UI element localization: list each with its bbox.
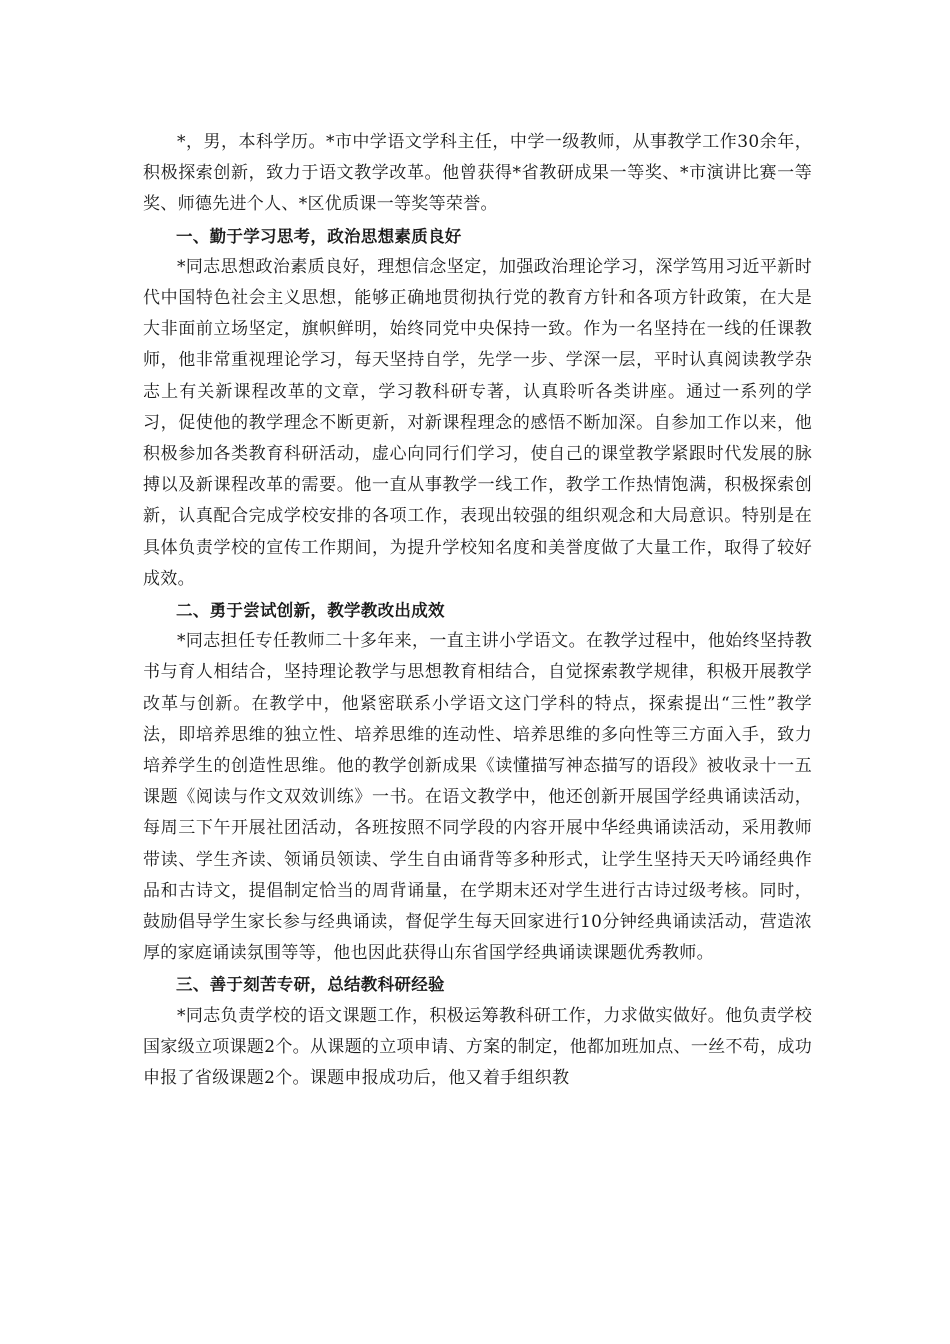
section-2-paragraph: *同志担任专任教师二十多年来，一直主讲小学语文。在教学过程中，他始终坚持教书与育人相结合，坚持理论教学与思想教育相结合，自觉探索教学规律，积极开展教学改革与创新。在教学中，他紧密联系小学语文这门学科的特点，探索提出“三性”教学法，即培养思维的独立性、培养思维的连动性、培养思维的多向性等三方面入手，致力培养学生的创造性思维。他的教学创新成果《读懂描写神态描写的语段》被收录十一五课题《阅读与作文双效训练》一书。在语文教学中，他还创新开展国学经典诵读活动，每周三下午开展社团活动，各班按照不同学段的内容开展中华经典诵读活动，采用教师带读、学生齐读、领诵员领读、学生自由诵背等多种形式，让学生坚持天天吟诵经典作品和古诗文，提倡制定恰当的周背诵量，在学期末还对学生进行古诗过级考核。同时，鼓励倡导学生家长参与经典诵读，督促学生每天回家进行10分钟经典诵读活动，营造浓厚的家庭诵读氛围等等，他也因此获得山东省国学经典诵读课题优秀教师。 [143,631,812,964]
section-3-heading: 三、善于刻苦专研，总结教科研经验 [176,975,445,995]
section-2-heading: 二、勇于尝试创新，教学教改出成效 [176,601,445,621]
document-body [143,127,812,1094]
section-1-heading: 一、勤于学习思考，政治思想素质良好 [176,226,462,246]
section-3-paragraph: *同志负责学校的语文课题工作，积极运筹教科研工作，力求做实做好。他负责学校国家级立项课题2个。从课题的立项申请、方案的制定，他都加班加点、一丝不苟，成功申报了省级课题2个。课题申报成功后，他又着手组织教 [143,1005,812,1089]
intro-paragraph: *，男，本科学历。*市中学语文学科主任，中学一级教师，从事教学工作30余年，积极探索创新，致力于语文教学改革。他曾获得*省教研成果一等奖、*市演讲比赛一等奖、师德先进个人、*区优质课一等奖等荣誉。 [143,132,812,215]
section-1-paragraph: *同志思想政治素质良好，理想信念坚定，加强政治理论学习，深学笃用习近平新时代中国特色社会主义思想，能够正确地贯彻执行党的教育方针和各项方针政策，在大是大非面前立场坚定，旗帜鲜明，始终同党中央保持一致。作为一名坚持在一线的任课教师，他非常重视理论学习，每天坚持自学，先学一步、学深一层，平时认真阅读教学杂志上有关新课程改革的文章，学习教科研专著，认真聆听各类讲座。通过一系列的学习，促使他的教学理念不断更新，对新课程理念的感悟不断加深。自参加工作以来，他积极参加各类教育科研活动，虚心向同行们学习，使自己的课堂教学紧跟时代发展的脉搏以及新课程改革的需要。他一直从事教学一线工作，教学工作热情饱满，积极探索创新，认真配合完成学校安排的各项工作，表现出较强的组织观念和大局意识。特别是在具体负责学校的宣传工作期间，为提升学校知名度和美誉度做了大量工作，取得了较好成效。 [143,256,812,589]
